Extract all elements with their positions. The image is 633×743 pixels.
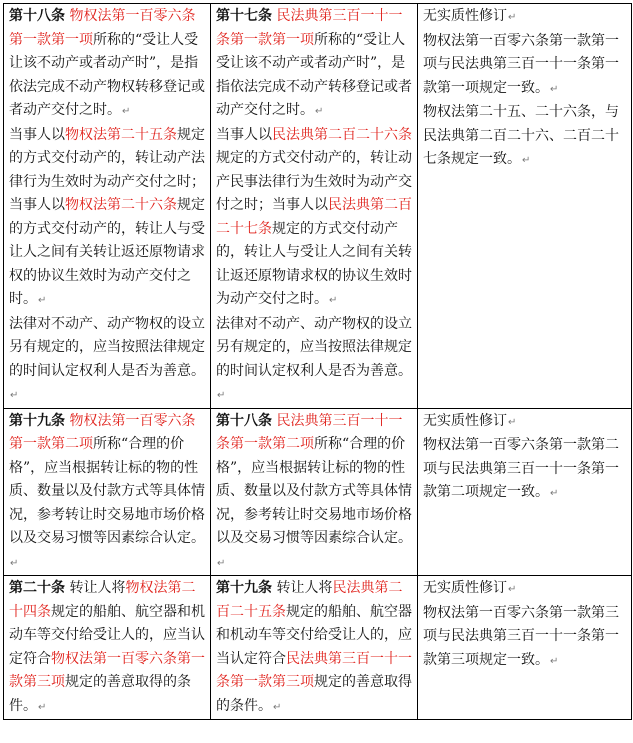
statute-reference: 民法典第三百一十一条第一款第二项 — [216, 412, 403, 452]
table-row — [4, 576, 632, 720]
paragraph — [9, 577, 207, 719]
provision-text: 转让人将 — [272, 580, 333, 596]
article-number: 第十九条 — [216, 580, 272, 596]
paragraph — [216, 313, 414, 408]
provision-text: 规定的善意取得的条件。 — [216, 674, 412, 714]
paragraph — [423, 434, 628, 506]
paragraph-mark-icon: ↵ — [273, 701, 282, 713]
provision-text: 当事人以 — [9, 126, 65, 143]
paragraph-mark-icon: ↵ — [217, 390, 226, 401]
paragraph — [216, 5, 414, 124]
paragraph-mark-icon: ↵ — [10, 390, 19, 401]
paragraph-mark-icon: ↵ — [550, 655, 559, 667]
provision-text: 物权法第一百零六条第一款第一项与民法典第三百一十一条第一款第一项规定一致。 — [423, 32, 619, 96]
paragraph-mark-icon: ↵ — [38, 295, 47, 306]
revision-note-cell — [418, 4, 632, 409]
comparison-table — [3, 3, 632, 720]
paragraph — [423, 602, 628, 674]
provision-text: 物权法第一百零六条第一款第三项与民法典第三百一十一条第一款第三项规定一致。 — [423, 604, 619, 668]
provision-text: 法律对不动产、动产物权的设立另有规定的，应当按照法律规定的时间认定权利人是否为善意。 — [9, 315, 205, 379]
provision-text: 无实质性修订 — [423, 8, 507, 24]
paragraph — [423, 5, 628, 30]
provision-text: 规定的方式交付动产的，转让人与受让人之间有关转让返还原物请求权的协议生效时为动产交付之时。 — [216, 220, 412, 307]
provision-text: 规定的方式交付动产的，转让人与受让人之间有关转让返还原物请求权的协议生效时为动产交付之时。 — [9, 197, 205, 307]
provision-text: 当事人以 — [216, 126, 272, 143]
new-provision-cell — [211, 408, 418, 576]
provision-text: 物权法第二十五、二十六条，与民法典第二百二十六、二百二十七条规定一致。 — [423, 104, 619, 167]
statute-reference: 民法典第三百一十一条第一款第三项 — [216, 650, 412, 690]
provision-text: 所称的“受让人受让该不动产或者动产时”，是指依法完成不动产物权转移登记或者动产交付之时。 — [9, 31, 205, 118]
paragraph-mark-icon: ↵ — [550, 488, 559, 499]
statute-reference: 物权法第二十六条 — [65, 197, 177, 213]
paragraph — [9, 124, 207, 313]
provision-text: 所称的“受让人受让该不动产或者动产时”，是指依法完成不动产转移登记或者动产交付之时。 — [216, 31, 412, 118]
provision-text: 物权法第一百零六条第一款第二项与民法典第三百一十一条第一款第二项规定一致。 — [423, 437, 619, 500]
paragraph-mark-icon: ↵ — [217, 557, 226, 569]
old-provision-cell — [4, 4, 211, 409]
statute-reference: 民法典第二百二十七条 — [216, 197, 412, 237]
article-number: 第十九条 — [9, 412, 65, 429]
statute-reference: 物权法第一百零六条第一款第一项 — [9, 8, 196, 48]
paragraph-mark-icon: ↵ — [122, 106, 131, 117]
paragraph-mark-icon: ↵ — [522, 155, 531, 166]
paragraph — [9, 5, 207, 124]
provision-text: 规定的船舶、航空器和机动车等交付给受让人的，应当认定符合 — [9, 603, 205, 667]
paragraph — [423, 30, 628, 102]
article-number: 第十八条 — [216, 412, 272, 429]
table-row — [4, 408, 632, 576]
new-provision-cell — [211, 576, 418, 720]
table-row — [4, 4, 632, 409]
paragraph — [423, 577, 628, 602]
article-number: 第十七条 — [216, 8, 272, 24]
paragraph-mark-icon: ↵ — [508, 12, 517, 23]
statute-reference: 物权法第二十五条 — [65, 126, 177, 143]
paragraph — [9, 313, 207, 408]
provision-text: 无实质性修订 — [423, 412, 507, 429]
paragraph — [423, 410, 628, 435]
paragraph — [423, 101, 628, 173]
comparison-table-body — [4, 4, 632, 720]
provision-text: 所称“合理的价格”，应当根据转让标的物的性质、数量以及付款方式等具体情况，参考转让时交易地市场价格以及交易习惯等因素综合认定。 — [216, 436, 412, 546]
paragraph-mark-icon: ↵ — [329, 295, 338, 306]
statute-reference: 民法典第二百二十六条 — [272, 126, 412, 143]
paragraph-mark-icon: ↵ — [10, 557, 19, 569]
provision-text: 转让人将 — [65, 580, 126, 596]
provision-text: 规定的方式交付动产的，转让动产民事法律行为生效时为动产交付之时；当事人以 — [216, 150, 412, 213]
paragraph-mark-icon: ↵ — [550, 83, 559, 95]
article-number: 第二十条 — [9, 580, 65, 596]
paragraph-mark-icon: ↵ — [508, 416, 517, 428]
statute-reference: 物权法第一百零六条第一款第二项 — [9, 412, 196, 452]
revision-note-cell — [418, 408, 632, 576]
old-provision-cell — [4, 576, 211, 720]
old-provision-cell — [4, 408, 211, 576]
provision-text: 法律对不动产、动产物权的设立另有规定的，应当按照法律规定的时间认定权利人是否为善意。 — [216, 315, 412, 379]
paragraph-mark-icon: ↵ — [38, 701, 47, 713]
paragraph — [216, 124, 414, 313]
paragraph — [216, 577, 414, 719]
statute-reference: 物权法第一百零六条第一款第三项 — [9, 650, 205, 690]
revision-note-cell — [418, 576, 632, 720]
provision-text: 无实质性修订 — [423, 580, 507, 596]
new-provision-cell — [211, 4, 418, 409]
paragraph — [9, 410, 207, 576]
article-number: 第十八条 — [9, 8, 65, 24]
provision-text: 所称“合理的价格”，应当根据转让标的物的性质、数量以及付款方式等具体情况，参考转让时交易地市场价格以及交易习惯等因素综合认定。 — [9, 436, 205, 546]
paragraph-mark-icon: ↵ — [508, 584, 517, 595]
provision-text: 规定的船舶、航空器和机动车等交付给受让人的，应当认定符合 — [216, 603, 412, 667]
statute-reference: 物权法第二十四条 — [9, 580, 196, 620]
provision-text: 规定的方式交付动产的，转让动产法律行为生效时为动产交付之时；当事人以 — [9, 126, 205, 213]
statute-reference: 民法典第三百一十一条第一款第一项 — [216, 8, 403, 48]
provision-text: 规定的善意取得的条件。 — [9, 674, 191, 714]
paragraph-mark-icon: ↵ — [315, 106, 324, 117]
statute-reference: 民法典第二百二十五条 — [216, 580, 403, 620]
paragraph — [216, 410, 414, 576]
